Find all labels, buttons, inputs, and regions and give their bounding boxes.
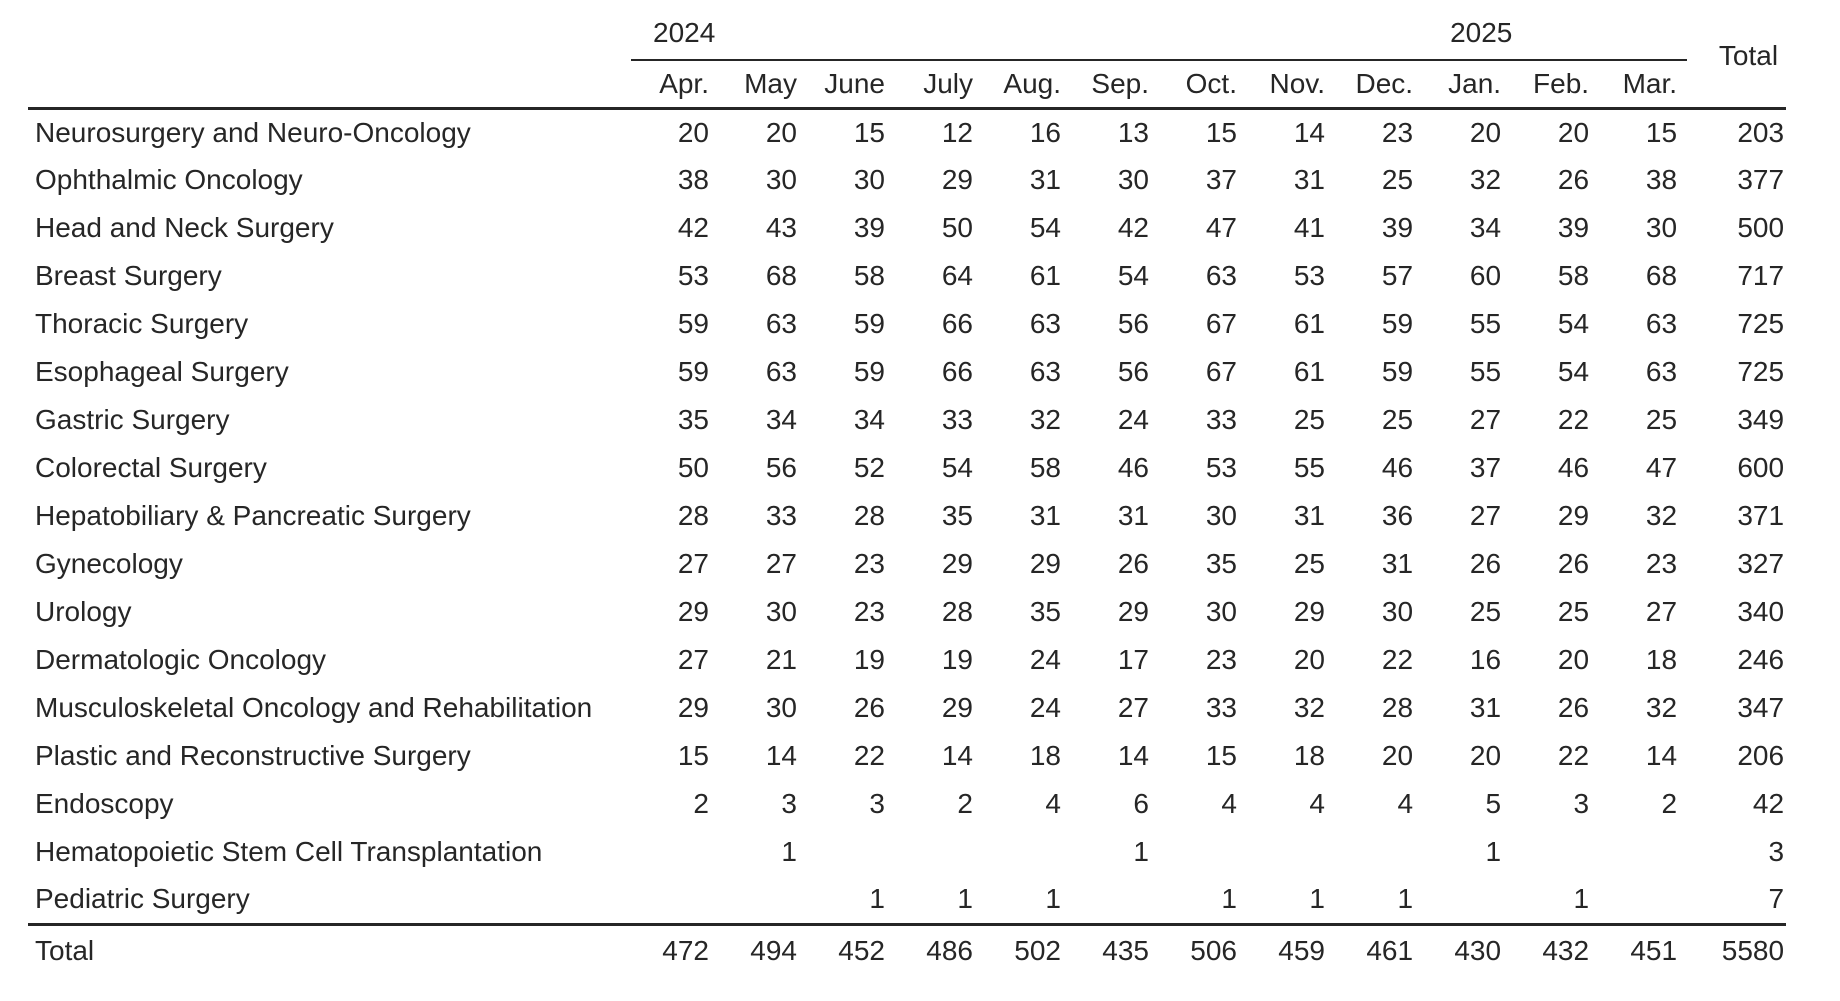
cell-value: 59 bbox=[1381, 308, 1414, 339]
cell-value: 28 bbox=[941, 596, 973, 627]
cell-value: 19 bbox=[853, 644, 885, 675]
cell-value: 2 bbox=[693, 788, 709, 819]
total-cell-value: 461 bbox=[1335, 924, 1423, 976]
month-header-oct: Oct. bbox=[1159, 60, 1247, 108]
cell-value: 63 bbox=[1645, 356, 1678, 387]
cell-value: 20 bbox=[1381, 740, 1414, 771]
cell-value: 18 bbox=[1645, 644, 1678, 675]
cell-value: 28 bbox=[677, 500, 709, 531]
cell-value: 15 bbox=[677, 740, 709, 771]
cell-value: 1 bbox=[869, 883, 885, 915]
grand-total: 5580 bbox=[1687, 924, 1786, 976]
cell-value: 33 bbox=[941, 404, 973, 435]
row-total: 725 bbox=[1737, 356, 1785, 387]
cell-value: 35 bbox=[941, 500, 973, 531]
cell-value: 47 bbox=[1645, 452, 1678, 483]
cell-value: 28 bbox=[1381, 692, 1414, 723]
cell-value: 34 bbox=[765, 404, 797, 435]
cell-value: 53 bbox=[677, 260, 709, 291]
cell-value: 24 bbox=[1029, 644, 1061, 675]
cell-value: 55 bbox=[1469, 356, 1502, 387]
cell-value: 50 bbox=[941, 212, 973, 243]
cell-value: 29 bbox=[1029, 548, 1061, 579]
table-row bbox=[28, 828, 1786, 876]
cell-value: 1 bbox=[1573, 883, 1590, 915]
cell-value: 46 bbox=[1117, 452, 1149, 483]
month-header-feb: Feb. bbox=[1511, 60, 1599, 108]
cell-value: 29 bbox=[1117, 596, 1149, 627]
cell-value bbox=[1511, 828, 1599, 876]
total-cell-value: 502 bbox=[983, 924, 1071, 976]
cell-value: 27 bbox=[1645, 596, 1678, 627]
cell-value: 23 bbox=[853, 548, 885, 579]
row-label: Neurosurgery and Neuro-Oncology bbox=[35, 116, 471, 148]
cell-value: 20 bbox=[1293, 644, 1325, 675]
month-header-june: June bbox=[807, 60, 895, 108]
cell-value: 22 bbox=[1557, 404, 1590, 435]
cell-value: 20 bbox=[1469, 740, 1502, 771]
cell-value bbox=[631, 876, 719, 924]
cell-value: 21 bbox=[765, 644, 797, 675]
cell-value: 27 bbox=[765, 548, 797, 579]
row-total: 246 bbox=[1737, 644, 1785, 675]
month-header-jan: Jan. bbox=[1423, 60, 1511, 108]
cell-value: 68 bbox=[1645, 260, 1678, 291]
cell-value: 54 bbox=[941, 452, 973, 483]
cell-value: 16 bbox=[1469, 644, 1502, 675]
month-header-aug: Aug. bbox=[983, 60, 1071, 108]
cell-value: 59 bbox=[853, 356, 885, 387]
cell-value: 30 bbox=[765, 596, 797, 627]
cell-value: 1 bbox=[957, 883, 973, 915]
cell-value: 14 bbox=[1293, 116, 1325, 148]
cell-value: 31 bbox=[1381, 548, 1414, 579]
cell-value: 30 bbox=[765, 692, 797, 723]
cell-value: 25 bbox=[1381, 404, 1414, 435]
total-cell-value: 494 bbox=[719, 924, 807, 976]
cell-value: 20 bbox=[1557, 116, 1590, 148]
cell-value: 30 bbox=[1381, 596, 1414, 627]
cell-value: 60 bbox=[1469, 260, 1502, 291]
cell-value: 20 bbox=[765, 116, 797, 148]
cell-value: 12 bbox=[941, 116, 973, 148]
cell-value: 20 bbox=[1469, 116, 1502, 148]
cell-value: 1 bbox=[1397, 883, 1414, 915]
cell-value bbox=[895, 828, 983, 876]
year-header-row bbox=[28, 6, 1786, 60]
total-cell-value: 472 bbox=[631, 924, 719, 976]
cell-value: 15 bbox=[1205, 116, 1237, 148]
cell-value: 1 bbox=[1133, 836, 1149, 867]
cell-value: 41 bbox=[1293, 212, 1325, 243]
table-row bbox=[28, 252, 1786, 300]
row-label: Ophthalmic Oncology bbox=[35, 164, 303, 195]
cell-value: 59 bbox=[677, 356, 709, 387]
month-header-july: July bbox=[895, 60, 983, 108]
cell-value: 30 bbox=[1117, 164, 1149, 195]
cell-value: 25 bbox=[1293, 404, 1325, 435]
month-header-nov: Nov. bbox=[1247, 60, 1335, 108]
cell-value: 39 bbox=[853, 212, 885, 243]
row-total: 347 bbox=[1737, 692, 1785, 723]
cell-value: 32 bbox=[1293, 692, 1325, 723]
cell-value: 14 bbox=[941, 740, 973, 771]
table-row bbox=[28, 684, 1786, 732]
cell-value: 38 bbox=[677, 164, 709, 195]
cell-value: 63 bbox=[765, 308, 797, 339]
cell-value: 14 bbox=[765, 740, 797, 771]
cell-value: 20 bbox=[1557, 644, 1590, 675]
row-total: 725 bbox=[1737, 308, 1785, 339]
row-total: 600 bbox=[1737, 452, 1785, 483]
cell-value: 33 bbox=[1205, 404, 1237, 435]
cell-value: 26 bbox=[1117, 548, 1149, 579]
cell-value: 27 bbox=[677, 644, 709, 675]
cell-value: 26 bbox=[853, 692, 885, 723]
cell-value: 67 bbox=[1205, 308, 1237, 339]
cell-value: 63 bbox=[1029, 308, 1061, 339]
cell-value: 63 bbox=[765, 356, 797, 387]
row-label: Breast Surgery bbox=[35, 260, 222, 291]
row-total: 3 bbox=[1768, 836, 1785, 867]
cell-value: 19 bbox=[941, 644, 973, 675]
row-total: 377 bbox=[1737, 164, 1785, 195]
cell-value: 15 bbox=[853, 116, 885, 148]
cell-value: 29 bbox=[941, 548, 973, 579]
table-row bbox=[28, 204, 1786, 252]
cell-value: 31 bbox=[1029, 500, 1061, 531]
table-row bbox=[28, 156, 1786, 204]
cell-value: 31 bbox=[1117, 500, 1149, 531]
cell-value: 35 bbox=[677, 404, 709, 435]
cell-value: 61 bbox=[1029, 260, 1061, 291]
table-row bbox=[28, 444, 1786, 492]
cell-value bbox=[1599, 828, 1687, 876]
cell-value: 27 bbox=[1469, 500, 1502, 531]
cell-value: 25 bbox=[1645, 404, 1678, 435]
cell-value: 35 bbox=[1205, 548, 1237, 579]
monthly-surgical-cases-table bbox=[28, 6, 1786, 976]
total-cell-value: 430 bbox=[1423, 924, 1511, 976]
table-row bbox=[28, 540, 1786, 588]
cell-value bbox=[719, 876, 807, 924]
row-label: Dermatologic Oncology bbox=[35, 644, 327, 675]
cell-value: 26 bbox=[1469, 548, 1502, 579]
table-row bbox=[28, 348, 1786, 396]
cell-value: 32 bbox=[1645, 500, 1678, 531]
month-header-mar: Mar. bbox=[1599, 60, 1687, 108]
total-cell-value: 435 bbox=[1071, 924, 1159, 976]
year-2024-header: 2024 bbox=[631, 6, 1423, 60]
cell-value: 1 bbox=[781, 836, 797, 867]
total-cell-value: 451 bbox=[1599, 924, 1687, 976]
cell-value: 27 bbox=[677, 548, 709, 579]
cell-value: 30 bbox=[1205, 500, 1237, 531]
cell-value: 23 bbox=[853, 596, 885, 627]
total-cell-value: 486 bbox=[895, 924, 983, 976]
cell-value: 47 bbox=[1205, 212, 1237, 243]
cell-value: 28 bbox=[853, 500, 885, 531]
cell-value: 59 bbox=[853, 308, 885, 339]
cell-value: 4 bbox=[1221, 788, 1237, 819]
cell-value: 18 bbox=[1293, 740, 1325, 771]
cell-value: 58 bbox=[1557, 260, 1590, 291]
cell-value: 34 bbox=[1469, 212, 1502, 243]
cell-value: 3 bbox=[1573, 788, 1590, 819]
cell-value: 61 bbox=[1293, 356, 1325, 387]
cell-value: 53 bbox=[1205, 452, 1237, 483]
year-2025-header: 2025 bbox=[1423, 6, 1687, 60]
row-total: 203 bbox=[1737, 116, 1785, 148]
cell-value: 1 bbox=[1485, 836, 1502, 867]
cell-value: 15 bbox=[1205, 740, 1237, 771]
cell-value: 54 bbox=[1029, 212, 1061, 243]
cell-value: 34 bbox=[853, 404, 885, 435]
department-column-header bbox=[28, 6, 631, 108]
row-label: Gynecology bbox=[35, 548, 183, 579]
cell-value: 22 bbox=[1557, 740, 1590, 771]
cell-value: 32 bbox=[1029, 404, 1061, 435]
cell-value: 2 bbox=[957, 788, 973, 819]
cell-value: 31 bbox=[1293, 500, 1325, 531]
row-total: 717 bbox=[1737, 260, 1785, 291]
total-column-header: Total bbox=[1687, 6, 1786, 108]
row-label: Hepatobiliary & Pancreatic Surgery bbox=[35, 500, 471, 531]
row-total: 7 bbox=[1768, 883, 1785, 915]
cell-value: 33 bbox=[1205, 692, 1237, 723]
cell-value: 37 bbox=[1205, 164, 1237, 195]
cell-value: 38 bbox=[1645, 164, 1678, 195]
cell-value bbox=[631, 828, 719, 876]
row-label: Musculoskeletal Oncology and Rehabilitation bbox=[35, 692, 593, 723]
cell-value: 55 bbox=[1469, 308, 1502, 339]
row-total: 371 bbox=[1737, 500, 1785, 531]
row-label: Thoracic Surgery bbox=[35, 308, 249, 339]
cell-value bbox=[1071, 876, 1159, 924]
cell-value: 22 bbox=[1381, 644, 1414, 675]
cell-value: 29 bbox=[941, 164, 973, 195]
cell-value: 25 bbox=[1469, 596, 1502, 627]
cell-value: 30 bbox=[1205, 596, 1237, 627]
table-body bbox=[28, 108, 1786, 924]
cell-value bbox=[1599, 876, 1687, 924]
month-header-dec: Dec. bbox=[1335, 60, 1423, 108]
cell-value: 32 bbox=[1469, 164, 1502, 195]
cell-value: 55 bbox=[1293, 452, 1325, 483]
cell-value bbox=[1423, 876, 1511, 924]
cell-value: 30 bbox=[853, 164, 885, 195]
total-cell-value: 432 bbox=[1511, 924, 1599, 976]
total-row-label: Total bbox=[28, 924, 631, 976]
cell-value: 24 bbox=[1029, 692, 1061, 723]
cell-value: 2 bbox=[1661, 788, 1678, 819]
cell-value: 26 bbox=[1557, 548, 1590, 579]
cell-value: 39 bbox=[1557, 212, 1590, 243]
table-row bbox=[28, 876, 1786, 924]
cell-value: 46 bbox=[1381, 452, 1414, 483]
cell-value: 4 bbox=[1045, 788, 1061, 819]
cell-value: 4 bbox=[1309, 788, 1325, 819]
cell-value: 68 bbox=[765, 260, 797, 291]
cell-value: 30 bbox=[765, 164, 797, 195]
cell-value: 64 bbox=[941, 260, 973, 291]
cell-value: 56 bbox=[765, 452, 797, 483]
cell-value: 58 bbox=[1029, 452, 1061, 483]
cell-value: 54 bbox=[1557, 308, 1590, 339]
total-cell-value: 459 bbox=[1247, 924, 1335, 976]
cell-value: 63 bbox=[1029, 356, 1061, 387]
cell-value: 42 bbox=[1117, 212, 1149, 243]
cell-value: 15 bbox=[1645, 116, 1678, 148]
row-label: Head and Neck Surgery bbox=[35, 212, 334, 243]
cell-value: 66 bbox=[941, 356, 973, 387]
row-label: Gastric Surgery bbox=[35, 404, 230, 435]
row-label: Colorectal Surgery bbox=[35, 452, 267, 483]
cell-value: 54 bbox=[1117, 260, 1149, 291]
row-total: 327 bbox=[1737, 548, 1785, 579]
table-row bbox=[28, 300, 1786, 348]
month-header-sep: Sep. bbox=[1071, 60, 1159, 108]
row-label: Endoscopy bbox=[35, 788, 174, 819]
cell-value: 6 bbox=[1133, 788, 1149, 819]
cell-value: 17 bbox=[1117, 644, 1149, 675]
total-cell-value: 506 bbox=[1159, 924, 1247, 976]
cell-value: 29 bbox=[677, 596, 709, 627]
cell-value: 16 bbox=[1029, 116, 1061, 148]
table-row bbox=[28, 108, 1786, 156]
cell-value: 67 bbox=[1205, 356, 1237, 387]
cell-value: 56 bbox=[1117, 308, 1149, 339]
cell-value: 26 bbox=[1557, 692, 1590, 723]
cell-value: 18 bbox=[1029, 740, 1061, 771]
cell-value: 35 bbox=[1029, 596, 1061, 627]
row-label: Urology bbox=[35, 596, 132, 627]
cell-value: 54 bbox=[1557, 356, 1590, 387]
cell-value: 52 bbox=[853, 452, 885, 483]
table-row bbox=[28, 780, 1786, 828]
row-total: 500 bbox=[1737, 212, 1785, 243]
cell-value: 1 bbox=[1221, 883, 1237, 915]
cell-value: 58 bbox=[853, 260, 885, 291]
cell-value bbox=[1159, 828, 1247, 876]
cell-value: 63 bbox=[1205, 260, 1237, 291]
cell-value: 22 bbox=[853, 740, 885, 771]
cell-value bbox=[807, 828, 895, 876]
cell-value: 31 bbox=[1029, 164, 1061, 195]
cell-value: 23 bbox=[1645, 548, 1678, 579]
cell-value: 5 bbox=[1485, 788, 1502, 819]
month-header-may: May bbox=[719, 60, 807, 108]
cell-value bbox=[1247, 828, 1335, 876]
cell-value: 25 bbox=[1381, 164, 1414, 195]
cell-value: 25 bbox=[1293, 548, 1325, 579]
cell-value: 33 bbox=[765, 500, 797, 531]
table-row bbox=[28, 396, 1786, 444]
cell-value: 46 bbox=[1557, 452, 1590, 483]
cell-value: 14 bbox=[1645, 740, 1678, 771]
cell-value: 27 bbox=[1469, 404, 1502, 435]
row-label: Hematopoietic Stem Cell Transplantation bbox=[35, 836, 543, 867]
cell-value: 29 bbox=[941, 692, 973, 723]
cell-value: 29 bbox=[1293, 596, 1325, 627]
cell-value: 26 bbox=[1557, 164, 1590, 195]
cell-value bbox=[983, 828, 1071, 876]
cell-value: 24 bbox=[1117, 404, 1149, 435]
cell-value: 59 bbox=[1381, 356, 1414, 387]
cell-value: 61 bbox=[1293, 308, 1325, 339]
total-cell-value: 452 bbox=[807, 924, 895, 976]
cell-value: 25 bbox=[1557, 596, 1590, 627]
cell-value: 13 bbox=[1117, 116, 1149, 148]
cell-value: 59 bbox=[677, 308, 709, 339]
row-total: 42 bbox=[1752, 788, 1785, 819]
row-label: Plastic and Reconstructive Surgery bbox=[35, 740, 471, 771]
cell-value: 20 bbox=[677, 116, 709, 148]
cell-value: 3 bbox=[869, 788, 885, 819]
cell-value: 57 bbox=[1381, 260, 1414, 291]
cell-value: 43 bbox=[765, 212, 797, 243]
row-total: 340 bbox=[1737, 596, 1785, 627]
row-total: 349 bbox=[1737, 404, 1785, 435]
cell-value: 66 bbox=[941, 308, 973, 339]
cell-value: 53 bbox=[1293, 260, 1325, 291]
row-label: Esophageal Surgery bbox=[35, 356, 289, 387]
table-row bbox=[28, 588, 1786, 636]
cell-value bbox=[1335, 828, 1423, 876]
cell-value: 32 bbox=[1645, 692, 1678, 723]
cell-value: 63 bbox=[1645, 308, 1678, 339]
cell-value: 31 bbox=[1469, 692, 1502, 723]
table-row bbox=[28, 732, 1786, 780]
cell-value: 23 bbox=[1205, 644, 1237, 675]
cell-value: 42 bbox=[677, 212, 709, 243]
row-total: 206 bbox=[1737, 740, 1785, 771]
month-header-apr: Apr. bbox=[631, 60, 719, 108]
cell-value: 36 bbox=[1381, 500, 1414, 531]
cell-value: 14 bbox=[1117, 740, 1149, 771]
cell-value: 23 bbox=[1381, 116, 1414, 148]
row-label: Pediatric Surgery bbox=[35, 883, 250, 915]
cell-value: 29 bbox=[1557, 500, 1590, 531]
cell-value: 30 bbox=[1645, 212, 1678, 243]
cell-value: 1 bbox=[1309, 883, 1325, 915]
cell-value: 56 bbox=[1117, 356, 1149, 387]
cell-value: 50 bbox=[677, 452, 709, 483]
cell-value: 29 bbox=[677, 692, 709, 723]
cell-value: 39 bbox=[1381, 212, 1414, 243]
cell-value: 1 bbox=[1045, 883, 1061, 915]
cell-value: 27 bbox=[1117, 692, 1149, 723]
cell-value: 37 bbox=[1469, 452, 1502, 483]
cell-value: 31 bbox=[1293, 164, 1325, 195]
cell-value: 4 bbox=[1397, 788, 1414, 819]
table-row bbox=[28, 636, 1786, 684]
total-row bbox=[28, 924, 1786, 976]
cell-value: 3 bbox=[781, 788, 797, 819]
table-row bbox=[28, 492, 1786, 540]
